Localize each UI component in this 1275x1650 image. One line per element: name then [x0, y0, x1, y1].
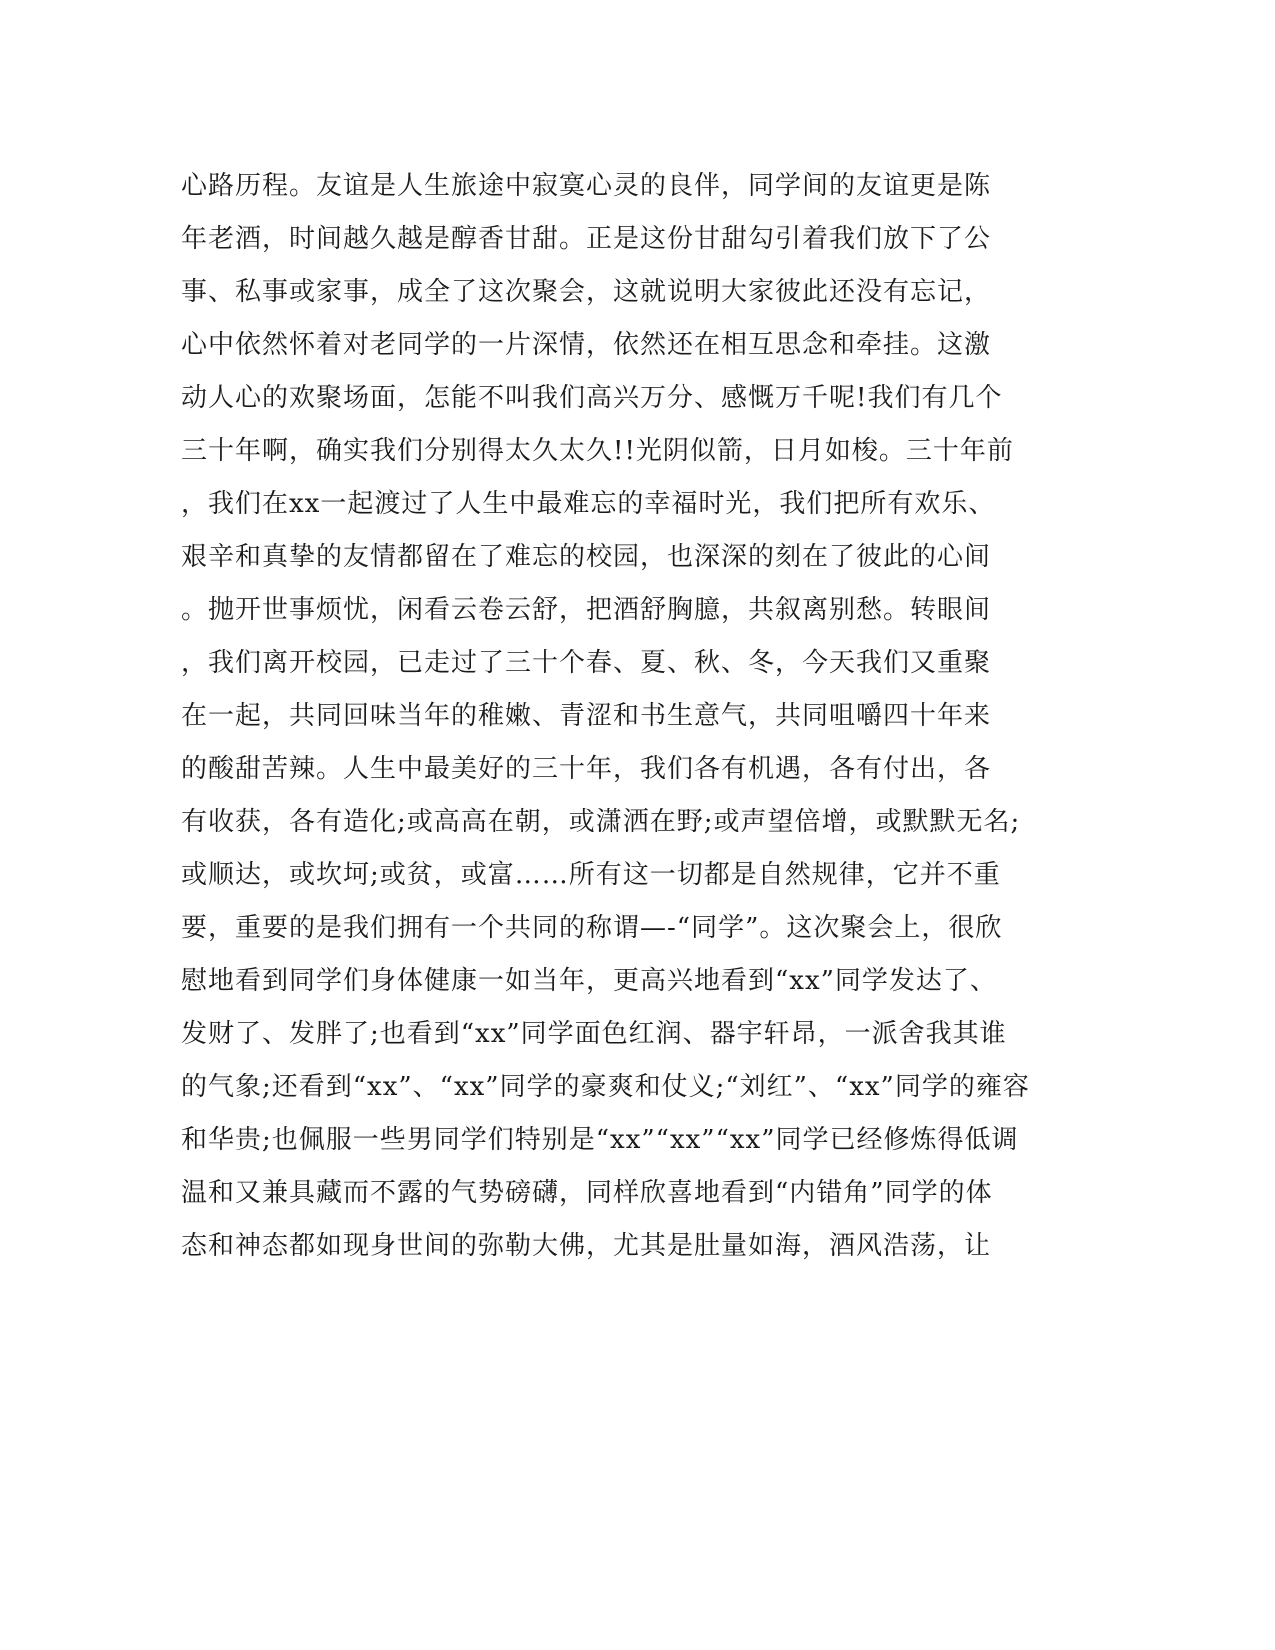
- text-line: 艰辛和真挚的友情都留在了难忘的校园，也深深的刻在了彼此的心间: [181, 542, 992, 572]
- body-text: [181, 160, 1081, 1273]
- text-line: 和华贵;也佩服一些男同学们特别是“xx”“xx”“xx”同学已经修炼得低调: [181, 1125, 1019, 1155]
- text-line: 的酸甜苦辣。人生中最美好的三十年，我们各有机遇，各有付出，各: [181, 754, 992, 784]
- text-line: 年老酒，时间越久越是醇香甘甜。正是这份甘甜勾引着我们放下了公: [181, 224, 992, 254]
- text-line: 或顺达，或坎坷;或贫，或富……所有这一切都是自然规律，它并不重: [181, 860, 1001, 890]
- text-line: 。抛开世事烦忧，闲看云卷云舒，把酒舒胸臆，共叙离别愁。转眼间: [181, 595, 992, 625]
- text-line: 要，重要的是我们拥有一个共同的称谓—-“同学”。这次聚会上，很欣: [181, 913, 1003, 943]
- text-line: 心中依然怀着对老同学的一片深情，依然还在相互思念和牵挂。这激: [181, 330, 992, 360]
- text-line: 心路历程。友谊是人生旅途中寂寞心灵的良伴，同学间的友谊更是陈: [181, 171, 992, 201]
- text-line: 的气象;还看到“xx”、“xx”同学的豪爽和仗义;“刘红”、“xx”同学的雍容: [181, 1072, 1030, 1102]
- text-line: 温和又兼具藏而不露的气势磅礴，同样欣喜地看到“内错角”同学的体: [181, 1178, 993, 1208]
- text-line: ，我们在xx一起渡过了人生中最难忘的幸福时光，我们把所有欢乐、: [181, 489, 996, 519]
- text-line: 事、私事或家事，成全了这次聚会，这就说明大家彼此还没有忘记，: [181, 277, 992, 307]
- text-line: 慰地看到同学们身体健康一如当年，更高兴地看到“xx”同学发达了、: [181, 966, 997, 996]
- text-line: 在一起，共同回味当年的稚嫩、青涩和书生意气，共同咀嚼四十年来: [181, 701, 992, 731]
- text-line: 态和神态都如现身世间的弥勒大佛，尤其是肚量如海，酒风浩荡，让: [181, 1231, 992, 1261]
- text-line: ，我们离开校园，已走过了三十个春、夏、秋、冬，今天我们又重聚: [181, 648, 992, 678]
- text-line: 发财了、发胖了;也看到“xx”同学面色红润、器宇轩昂，一派舍我其谁: [181, 1019, 1007, 1049]
- text-line: 三十年啊，确实我们分别得太久太久!!光阴似箭，日月如梭。三十年前: [181, 436, 1014, 466]
- text-line: 有收获，各有造化;或高高在朝，或潇洒在野;或声望倍增，或默默无名;: [181, 807, 1021, 837]
- text-line: 动人心的欢聚场面，怎能不叫我们高兴万分、感慨万千呢!我们有几个: [181, 383, 1003, 413]
